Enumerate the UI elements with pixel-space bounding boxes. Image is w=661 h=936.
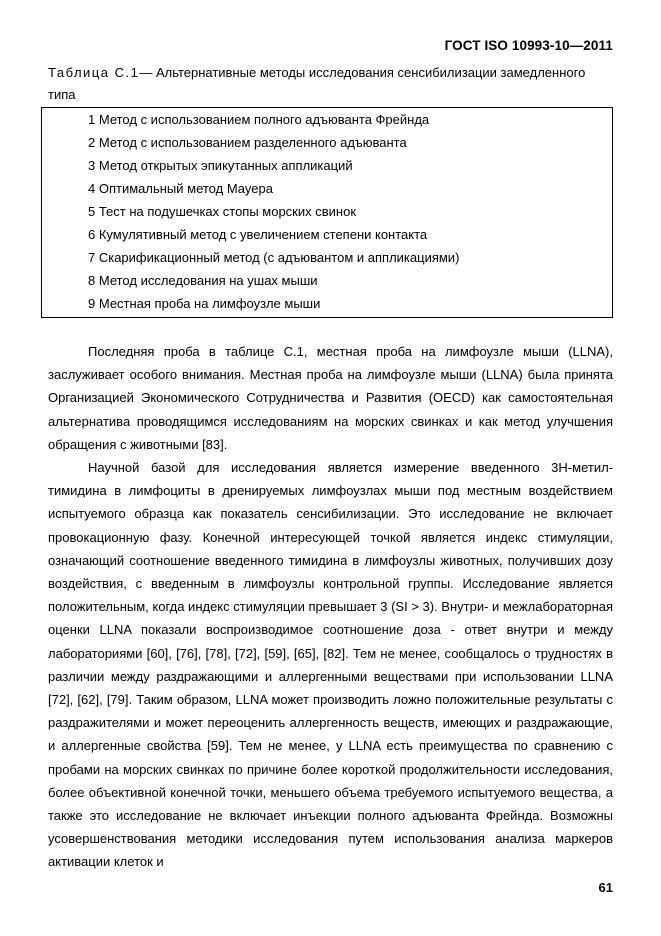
list-item: 1 Метод с использованием полного адъюванта Фрейнда <box>88 112 430 127</box>
list-item: 3 Метод открытых эпикутанных аппликаций <box>88 158 353 173</box>
table-caption <box>48 62 608 106</box>
list-item: 6 Кумулятивный метод с увеличением степени контакта <box>88 227 428 242</box>
list-item: 9 Местная проба на лимфоузле мыши <box>88 296 321 311</box>
list-item: 4 Оптимальный метод Мауера <box>88 181 273 196</box>
page-number: 61 <box>598 880 613 895</box>
list-item: 7 Скарификационный метод (с адъювантом и аппликациями) <box>88 250 460 265</box>
paragraph: Научной базой для исследования является измерение введенного 3Н-метил-тимидина в лимфоциты в дренируемых лимфоузлах мыши под местным воздействием испытуемого образца как показатель сенсибилизации. Это исследование не включает провокационную фазу. Конечной интересующей точкой является индекс стимуляции, означающий соотношение введенного тимидина в лимфоузлы животных, получивших дозу воздействия, с введенным в лимфоузлы контрольной группы. Исследование является положительным, когда индекс стимуляции превышает 3 (SI > 3). Внутри- и межлабораторная оценки LLNA показали воспроизводимое соотношение доза - ответ внутри и между лабораториями [60], [76], [78], [72], [59], [65], [82]. Тем не менее, сообщалось о трудностях в различии между раздражающими и аллергенными веществами при использовании LLNA [72], [62], [79]. Таким образом, LLNA может производить ложно положительные результаты с раздражителями и может переоценить аллергенность веществ, имеющих и раздражающие, и аллергенные свойства [59]. Тем не менее, у LLNA есть преимущества по сравнению с пробами на морских свинках по причине более короткой продолжительности исследования, более объективной конечной точки, меньшего объема требуемого испытуемого вещества, а также это исследование не включает инъекции полного адъюванта Фрейнда. Возможны усовершенствования методики исследования путем использования анализа маркеров активации клеток и <box>48 460 614 870</box>
list-item: 2 Метод с использованием разделенного адъюванта <box>88 135 407 150</box>
list-item: 8 Метод исследования на ушах мыши <box>88 273 318 288</box>
methods-table <box>41 107 613 318</box>
table-caption-prefix: Таблица С.1 <box>48 65 140 80</box>
document-header: ГОСТ ISO 10993-10—2011 <box>444 38 613 53</box>
paragraph: Последняя проба в таблице С.1, местная проба на лимфоузле мыши (LLNA), заслуживает особого внимания. Местная проба на лимфоузле мыши (LLNA) была принята Организацией Экономического Сотрудничества и Развития (OECD) как самостоятельная альтернатива проводящимся исследованиям на морских свинках и как метод улучшения обращения с животными [83]. <box>48 344 613 452</box>
table-caption-text: — Альтернативные методы исследования сенсибилизации замедленного типа <box>48 65 586 102</box>
body-text <box>48 340 613 874</box>
list-item: 5 Тест на подушечках стопы морских свинок <box>88 204 357 219</box>
